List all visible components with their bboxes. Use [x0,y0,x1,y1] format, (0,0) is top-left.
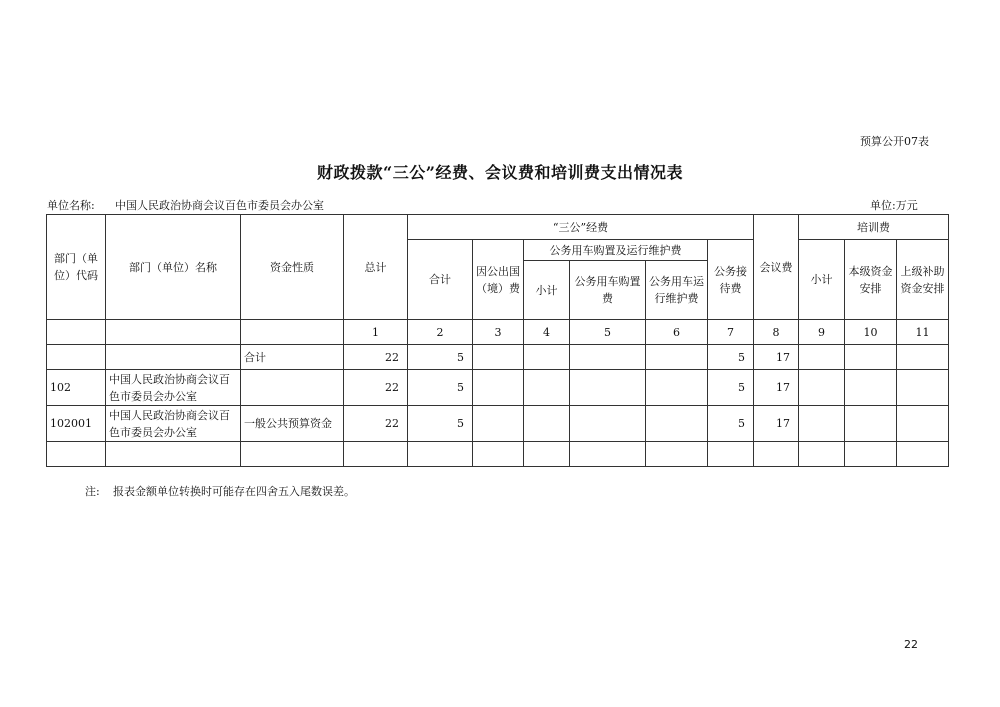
cell-vehicle-operation [646,345,708,370]
column-number: 4 [524,320,570,345]
cell-vehicle-operation [646,370,708,406]
cell-code [47,345,106,370]
cell-vehicle-subtotal [524,370,570,406]
header-vehicle-operation: 公务用车运行维护费 [646,261,708,320]
header-vehicle-subtotal: 小计 [524,261,570,320]
cell-fund: 一般公共预算资金 [241,406,344,442]
cell-fund [241,370,344,406]
cell-training-local [845,345,897,370]
header-training-local: 本级资金安排 [845,240,897,320]
empty-cell [570,442,646,467]
cell-reception: 5 [708,406,754,442]
cell-reception: 5 [708,345,754,370]
expenditure-table [46,214,949,467]
column-number: 5 [570,320,646,345]
cell-reception: 5 [708,370,754,406]
cell-training-subtotal [799,370,845,406]
empty-cell [47,442,106,467]
column-number: 9 [799,320,845,345]
column-number: 10 [845,320,897,345]
empty-cell [524,442,570,467]
column-number: 8 [754,320,799,345]
cell-name [106,345,241,370]
empty-cell [754,442,799,467]
header-vehicle-purchase: 公务用车购置费 [570,261,646,320]
cell-training-local [845,370,897,406]
header-spacer [47,320,106,345]
header-reception: 公务接待费 [708,240,754,320]
column-number: 7 [708,320,754,345]
cell-abroad [473,406,524,442]
empty-cell [708,442,754,467]
header-dept-name: 部门（单位）名称 [106,215,241,320]
header-vehicle: 公务用车购置及运行维护费 [524,240,708,261]
cell-name: 中国人民政治协商会议百色市委员会办公室 [106,370,241,406]
empty-cell [897,442,949,467]
cell-sum: 5 [408,406,473,442]
header-fund-type: 资金性质 [241,215,344,320]
header-total: 总计 [344,215,408,320]
cell-vehicle-subtotal [524,345,570,370]
empty-cell [408,442,473,467]
cell-meeting: 17 [754,406,799,442]
header-subtotal: 合计 [408,240,473,320]
cell-abroad [473,370,524,406]
cell-vehicle-subtotal [524,406,570,442]
cell-training-subtotal [799,345,845,370]
cell-total: 22 [344,370,408,406]
note-text: 报表金额单位转换时可能存在四舍五入尾数误差。 [113,485,355,498]
page-number: 22 [904,638,918,651]
column-number: 3 [473,320,524,345]
header-abroad: 因公出国（境）费 [473,240,524,320]
cell-sum: 5 [408,370,473,406]
cell-vehicle-purchase [570,345,646,370]
empty-cell [473,442,524,467]
column-number: 11 [897,320,949,345]
cell-sum: 5 [408,345,473,370]
table-row [47,406,949,442]
cell-code: 102 [47,370,106,406]
cell-meeting: 17 [754,370,799,406]
empty-cell [344,442,408,467]
header-dept-code: 部门（单位）代码 [47,215,106,320]
cell-vehicle-purchase [570,370,646,406]
empty-cell [241,442,344,467]
note-label: 注: [85,485,100,498]
currency-unit: 单位:万元 [870,199,918,212]
cell-training-upper [897,406,949,442]
column-number: 2 [408,320,473,345]
cell-fund: 合计 [241,345,344,370]
cell-training-subtotal [799,406,845,442]
cell-total: 22 [344,345,408,370]
table-row [47,370,949,406]
column-number: 6 [646,320,708,345]
cell-total: 22 [344,406,408,442]
table-row-empty [47,442,949,467]
unit-label: 单位名称: [47,199,95,212]
empty-cell [106,442,241,467]
cell-abroad [473,345,524,370]
cell-vehicle-operation [646,406,708,442]
empty-cell [646,442,708,467]
header-meeting: 会议费 [754,215,799,320]
cell-training-upper [897,370,949,406]
cell-vehicle-purchase [570,406,646,442]
page-title: 财政拨款“三公”经费、会议费和培训费支出情况表 [317,163,683,182]
cell-training-local [845,406,897,442]
header-spacer [241,320,344,345]
cell-training-upper [897,345,949,370]
header-training: 培训费 [799,215,949,240]
cell-name: 中国人民政治协商会议百色市委员会办公室 [106,406,241,442]
header-training-subtotal: 小计 [799,240,845,320]
cell-meeting: 17 [754,345,799,370]
form-number: 预算公开07表 [860,135,929,148]
unit-name: 中国人民政治协商会议百色市委员会办公室 [115,199,324,212]
table-row [47,345,949,370]
empty-cell [799,442,845,467]
header-sangong: “三公”经费 [408,215,754,240]
empty-cell [845,442,897,467]
header-spacer [106,320,241,345]
column-number: 1 [344,320,408,345]
cell-code: 102001 [47,406,106,442]
header-training-upper: 上级补助资金安排 [897,240,949,320]
